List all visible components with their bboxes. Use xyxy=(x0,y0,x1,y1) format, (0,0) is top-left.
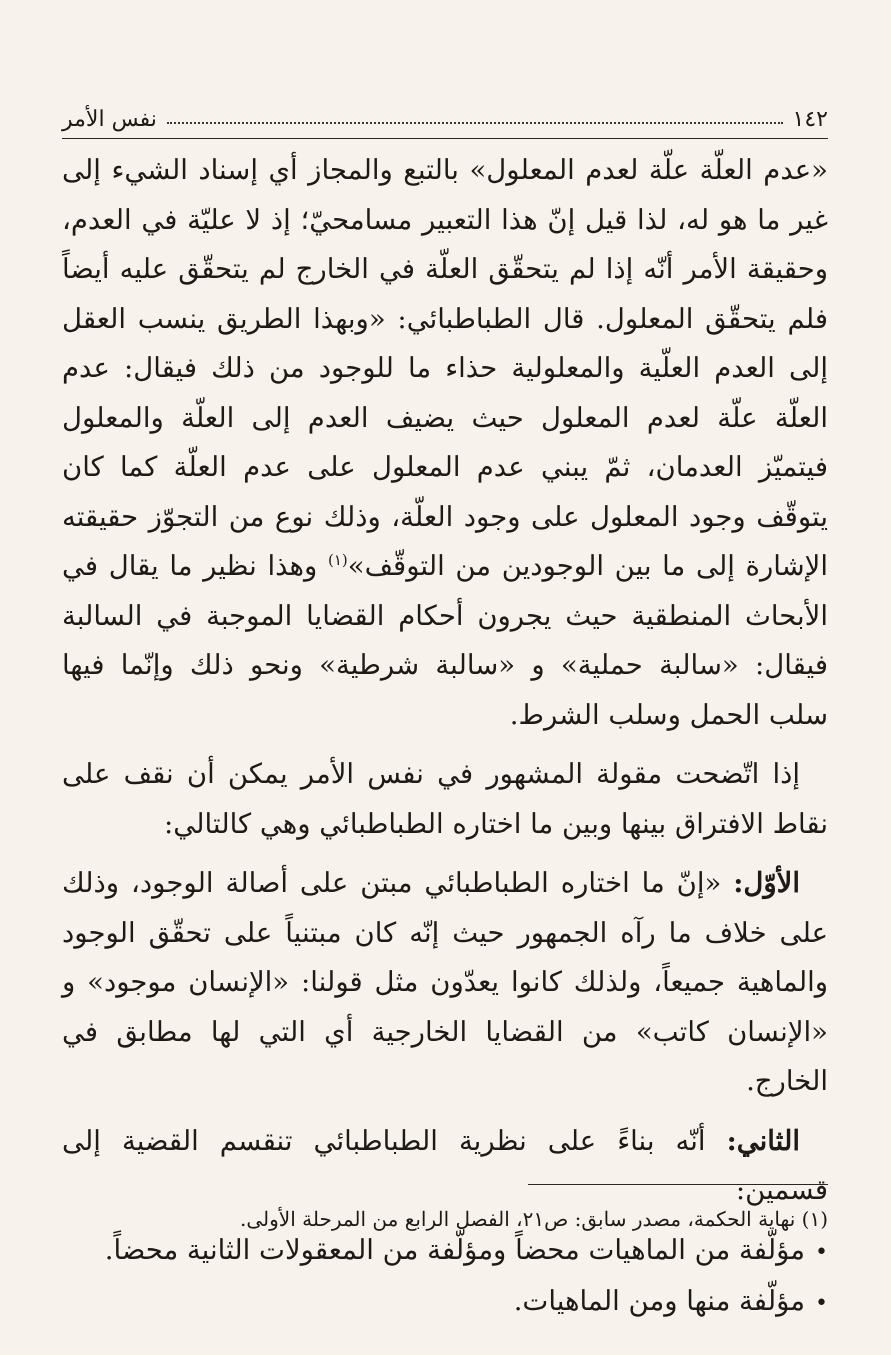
running-header xyxy=(62,92,828,139)
paragraph-4 xyxy=(62,1117,828,1216)
point-first-label: الأوّل: xyxy=(733,867,800,899)
point-first-text: «إنّ ما اختاره الطباطبائي مبتن على أصالة الوجود، وذلك على خلاف ما رآه الجمهور حيث إنّه كان مبتنياً على تحقّق الوجود والماهية جميعاً، ولذلك كانوا يعدّون مثل قولنا: «الإنسان موجود» و «الإنسان كاتب» من القضايا الخارجية أي التي لها مطابق في الخارج. xyxy=(62,867,828,1097)
bullet-list xyxy=(62,1226,828,1329)
paragraph-1-continuation: وهذا نظير ما يقال في الأبحاث المنطقية حيث يجرون أحكام القضايا الموجبة في السالبة فيقال: «سالبة حملية» و «سالبة شرطية» ونحو ذلك وإنّما فيها سلب الحمل وسلب الشرط. xyxy=(62,550,828,731)
point-second-text: أنّه بناءً على نظرية الطباطبائي تنقسم القضية إلى قسمين: xyxy=(62,1124,828,1206)
list-item-text: مؤلّفة من الماهيات محضاً ومؤلّفة من المعقولات الثانية محضاً. xyxy=(104,1233,806,1266)
footnote: (١) نهاية الحكمة، مصدر سابق: ص٢١، الفصل الرابع من المرحلة الأولى. xyxy=(240,1207,828,1231)
bullet-icon: • xyxy=(815,1291,828,1316)
paragraph-1-text: «عدم العلّة علّة لعدم المعلول» بالتبع والمجاز أي إسناد الشيء إلى غير ما هو له، لذا قيل إنّ هذا التعبير مسامحيّ؛ إذ لا عليّة في العدم، وحقيقة الأمر أنّه إذا لم يتحقّق العلّة في الخارج لم يتحقّق عليه أيضاً فلم يتحقّق المعلول. قال الطباطبائي: «وبهذا الطريق ينسب العقل إلى العدم العلّية والمعلولية حذاء ما للوجود من ذلك فيقال: عدم العلّة علّة لعدم المعلول حيث يضيف العدم إلى العلّة والمعلول فيتميّز العدمان، ثمّ يبني عدم المعلول على عدم العلّة كما كان يتوقّف وجود المعلول على وجود العلّة، وذلك نوع من التجوّز حقيقته الإشارة إلى ما بين الوجودين من التوقّف» xyxy=(62,154,828,582)
point-second-label: الثاني: xyxy=(726,1124,800,1157)
page-number: ١٤٢ xyxy=(792,107,828,132)
paragraph-1 xyxy=(62,146,828,740)
list-item xyxy=(62,1277,828,1329)
paragraph-3 xyxy=(62,859,828,1107)
running-title: نفس الأمر xyxy=(62,107,157,132)
paragraph-2: إذا اتّضحت مقولة المشهور في نفس الأمر يمكن أن نقف على نقاط الافتراق بينها وبين ما اختاره الطباطبائي وهي كالتالي: xyxy=(62,758,828,840)
footnote-separator xyxy=(528,1184,828,1185)
book-page xyxy=(62,92,828,1317)
footnote-reference[interactable]: (١) xyxy=(327,550,348,569)
bullet-icon: • xyxy=(815,1239,828,1265)
header-dot-leader xyxy=(167,122,783,124)
page-body xyxy=(62,146,828,1329)
list-item-text: مؤلّفة منها ومن الماهيات. xyxy=(513,1285,806,1317)
